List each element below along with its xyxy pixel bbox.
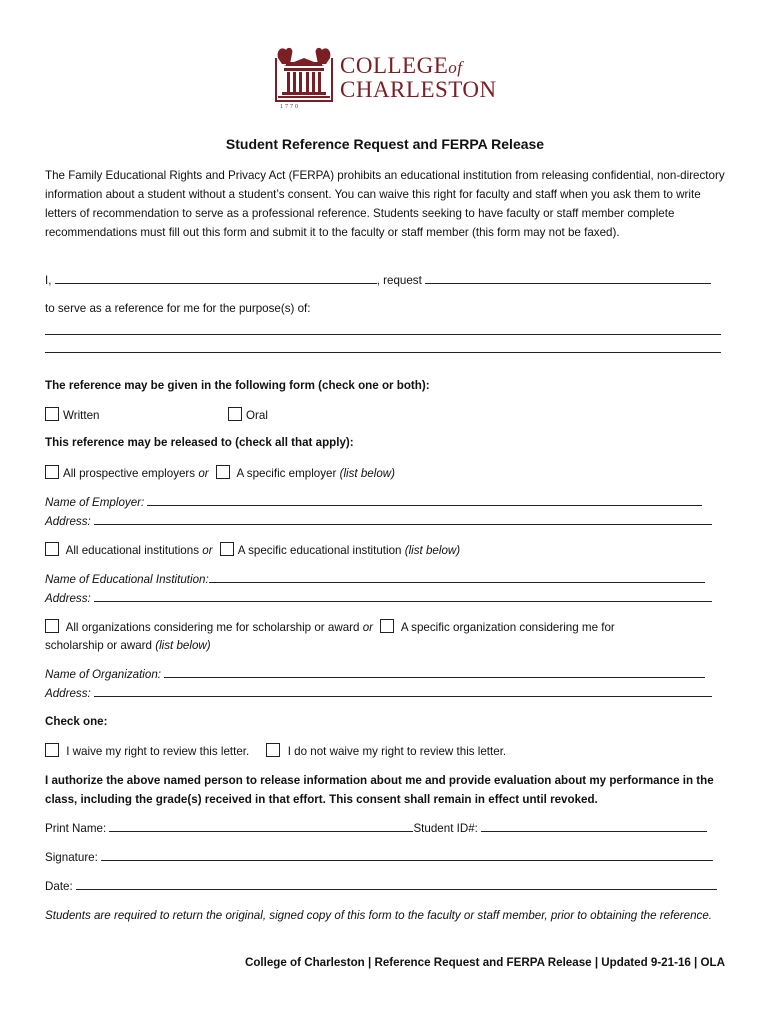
organization-line2-label: scholarship or award (45, 639, 152, 652)
i-label: I, (45, 274, 52, 287)
check-one-heading: Check one: (45, 715, 108, 728)
written-label: Written (63, 409, 100, 422)
logo-year: 1770 (280, 104, 300, 110)
all-organizations-label: All organizations considering me for scholarship or award (65, 621, 360, 634)
all-education-label: All educational institutions (65, 544, 200, 557)
all-education-checkbox[interactable] (45, 542, 59, 556)
education-options (45, 542, 729, 559)
signature-label: Signature: (45, 851, 98, 864)
student-id-label: Student ID#: (413, 822, 478, 835)
return-notice: Students are required to return the original, signed copy of this form to the faculty or staff member, prior to obtaining the reference. (45, 909, 712, 922)
education-name-label: Name of Educational Institution: (45, 573, 209, 586)
all-employers-label: All prospective employers (63, 467, 196, 480)
all-employers-checkbox[interactable] (45, 465, 59, 479)
date-row (45, 878, 729, 895)
employer-address-label: Address: (45, 515, 91, 528)
all-organizations-checkbox[interactable] (45, 619, 59, 633)
organization-list-note: (list below) (155, 639, 211, 652)
education-address-row (45, 590, 729, 607)
specific-employer-checkbox[interactable] (216, 465, 230, 479)
building-emblem-icon (272, 44, 336, 108)
education-address-label: Address: (45, 592, 91, 605)
specific-education-checkbox[interactable] (220, 542, 234, 556)
specific-organization-checkbox[interactable] (380, 619, 394, 633)
specific-education-label: A specific educational institution (237, 544, 402, 557)
organization-options (45, 619, 729, 636)
waive-label: I waive my right to review this letter. (66, 745, 250, 758)
request-line (45, 272, 729, 289)
college-logo (272, 44, 504, 116)
date-blank[interactable] (76, 878, 717, 890)
form-heading: The reference may be given in the following form (check one or both): (45, 379, 430, 392)
organizations-or-label: or (362, 621, 373, 634)
logo-of-text: of (448, 58, 463, 77)
specific-organization-label: A specific organization considering me for (400, 621, 615, 634)
print-name-blank[interactable] (109, 820, 413, 832)
education-or-label: or (202, 544, 213, 557)
education-name-row (45, 571, 729, 588)
education-list-note: (list below) (404, 544, 461, 557)
organization-name-blank[interactable] (164, 666, 705, 678)
employers-or-label: or (198, 467, 209, 480)
form-title: Student Reference Request and FERPA Release (225, 136, 545, 152)
authorization-statement: I authorize the above named person to release information about me and provide evaluation about my performance in the class, including the grade(s) received in that effort. This consent shall remain in effect until revoked. (45, 774, 714, 806)
not-waive-label: I do not waive my right to review this letter. (287, 745, 507, 758)
employer-address-row (45, 513, 729, 530)
form-options (45, 407, 729, 424)
organization-address-label: Address: (45, 687, 91, 700)
logo-college-text: COLLEGE (340, 53, 449, 78)
logo-charleston-text: CHARLESTON (340, 77, 497, 102)
waiver-options (45, 743, 729, 760)
oral-label: Oral (246, 409, 268, 422)
intro-paragraph: The Family Educational Rights and Privacy Act (FERPA) prohibits an educational institution from releasing confidential, non-directory information about a student without a student’s consent. You can waive this right for faculty and staff when you ask them to write letters of recommendation to serve as a professional reference. Students seeking to have faculty or staff member complete recommendations must fill out this form and submit it to the faculty or staff member (this form may not be faxed). (45, 169, 725, 239)
written-checkbox[interactable] (45, 407, 59, 421)
student-name-blank[interactable] (55, 272, 377, 284)
employer-options (45, 465, 729, 482)
not-waive-checkbox[interactable] (266, 743, 280, 757)
request-label: , request (376, 274, 422, 287)
release-heading: This reference may be released to (check all that apply): (45, 436, 354, 449)
education-name-blank[interactable] (209, 571, 705, 583)
page-footer: College of Charleston | Reference Request and FERPA Release | Updated 9-21-16 | OLA (244, 956, 725, 969)
signature-row (45, 849, 729, 866)
student-id-blank[interactable] (481, 820, 707, 832)
logo-wordmark (340, 54, 497, 101)
purpose-blank-1[interactable] (45, 334, 721, 335)
education-address-blank[interactable] (94, 590, 712, 602)
employer-address-blank[interactable] (94, 513, 712, 525)
employer-name-row (45, 494, 729, 511)
waive-checkbox[interactable] (45, 743, 59, 757)
organization-options-line2 (45, 638, 729, 654)
oral-checkbox[interactable] (228, 407, 242, 421)
purpose-label: to serve as a reference for me for the purpose(s) of: (45, 302, 311, 315)
employer-name-blank[interactable] (147, 494, 702, 506)
date-label: Date: (45, 880, 73, 893)
print-name-label: Print Name: (45, 822, 107, 835)
organization-address-blank[interactable] (94, 685, 712, 697)
organization-name-row (45, 666, 729, 683)
organization-name-label: Name of Organization: (45, 668, 161, 681)
print-name-row (45, 820, 729, 837)
employer-list-note: (list below) (339, 467, 396, 480)
signature-blank[interactable] (101, 849, 713, 861)
purpose-blank-2[interactable] (45, 352, 721, 353)
specific-employer-label: A specific employer (236, 467, 337, 480)
organization-address-row (45, 685, 729, 702)
reference-name-blank[interactable] (425, 272, 711, 284)
employer-name-label: Name of Employer: (45, 496, 145, 509)
